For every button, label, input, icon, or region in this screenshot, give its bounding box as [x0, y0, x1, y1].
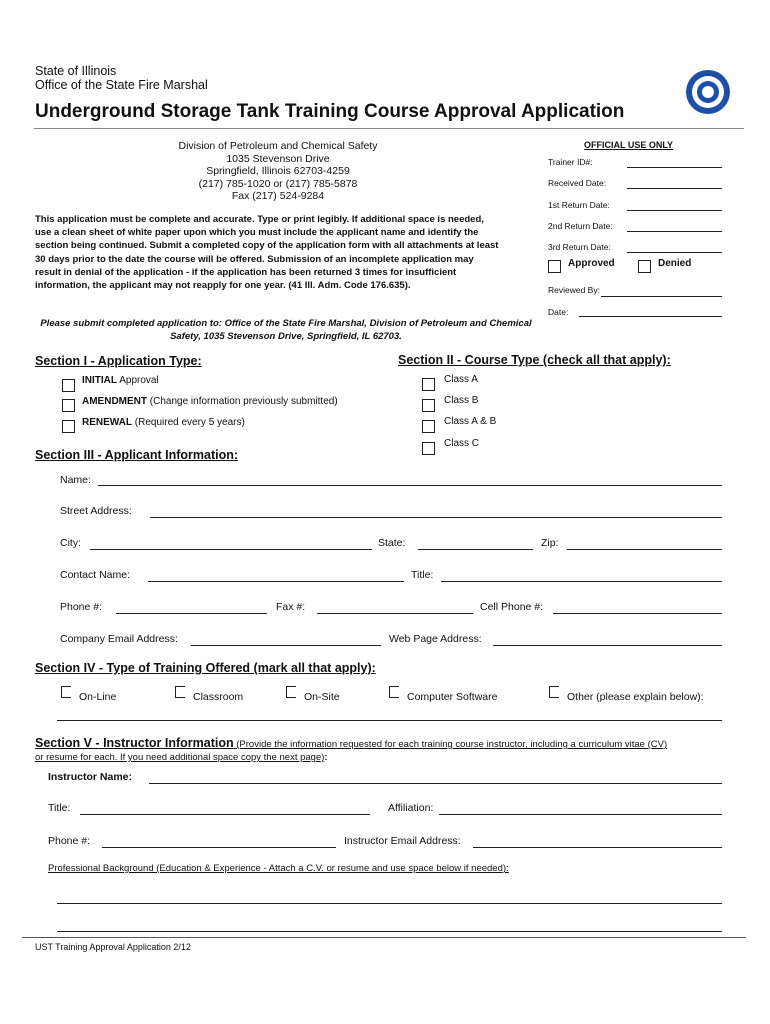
received-date-label: Received Date:: [548, 178, 607, 188]
class-b-label: Class B: [444, 395, 479, 406]
contact-name-label: Contact Name:: [60, 569, 131, 581]
state-label: State:: [378, 537, 406, 549]
fax-label: Fax #:: [276, 601, 306, 613]
division-fax: Fax (217) 524-9284: [231, 190, 325, 202]
class-ab-checkbox[interactable]: [422, 420, 435, 433]
section4-heading: Section IV - Type of Training Offered (mark all that apply):: [35, 661, 376, 675]
amendment-checkbox[interactable]: [62, 399, 75, 412]
company-email-field[interactable]: [191, 645, 381, 646]
trainer-id-line: [627, 167, 722, 168]
instructor-phone-label: Phone #:: [48, 835, 91, 847]
professional-background-label: Professional Background (Education & Experience - Attach a C.V. or resume and use space below if needed):: [48, 863, 509, 874]
return1-label: 1st Return Date:: [548, 200, 610, 210]
phone-label: Phone #:: [60, 601, 103, 613]
division-block: [148, 140, 408, 203]
division-street: 1035 Stevenson Drive: [226, 152, 330, 165]
received-date-line: [627, 188, 722, 189]
other-label: Other (please explain below):: [567, 691, 704, 703]
official-use-heading: OFFICIAL USE ONLY: [584, 140, 674, 150]
denied-label: Denied: [658, 258, 692, 269]
name-field[interactable]: [98, 485, 722, 486]
instructor-name-label: Instructor Name:: [48, 771, 133, 783]
zip-label: Zip:: [541, 537, 559, 549]
division-name: Division of Petroleum and Chemical Safety: [178, 140, 378, 152]
phone-field[interactable]: [116, 613, 267, 614]
city-label: City:: [60, 537, 81, 549]
title-rule: [34, 128, 744, 129]
return1-line: [627, 210, 722, 211]
official-date-label: Date:: [548, 307, 569, 317]
denied-checkbox[interactable]: [638, 260, 651, 273]
section5-heading: Section V - Instructor Information: [35, 736, 234, 750]
instructor-title-field[interactable]: [80, 814, 370, 815]
reviewed-by-label: Reviewed By:: [548, 285, 600, 295]
name-label: Name:: [60, 474, 91, 486]
submit-note: Please submit completed application to: Office of the State Fire Marshal, Division of Petroleum and Chemical Safety, 1035 Stevenson Drive, Springfield, IL 62703.: [40, 318, 532, 342]
street-field[interactable]: [150, 517, 722, 518]
onsite-label: On-Site: [304, 691, 340, 703]
class-b-checkbox[interactable]: [422, 399, 435, 412]
return2-label: 2nd Return Date:: [548, 221, 613, 231]
other-explain-field[interactable]: [57, 720, 722, 721]
class-ab-label: Class A & B: [444, 416, 497, 427]
return2-line: [627, 231, 722, 232]
web-page-label: Web Page Address:: [389, 633, 482, 645]
city-field[interactable]: [90, 549, 372, 550]
official-date-line: [579, 316, 722, 317]
zip-field[interactable]: [567, 549, 722, 550]
contact-title-field[interactable]: [441, 581, 722, 582]
section5-heading-row: [35, 736, 667, 750]
office-name: Office of the State Fire Marshal: [35, 78, 208, 92]
software-label: Computer Software: [407, 691, 498, 703]
section2-heading: Section II - Course Type (check all that apply):: [398, 353, 671, 367]
renewal-checkbox[interactable]: [62, 420, 75, 433]
affiliation-label: Affiliation:: [388, 802, 434, 814]
class-a-label: Class A: [444, 374, 478, 385]
onsite-checkbox[interactable]: [286, 686, 296, 698]
contact-name-field[interactable]: [148, 581, 404, 582]
cell-field[interactable]: [553, 613, 722, 614]
state-name: State of Illinois: [35, 64, 117, 78]
affiliation-field[interactable]: [439, 814, 722, 815]
footer-text: UST Training Approval Application 2/12: [35, 942, 191, 952]
instructor-title-label: Title:: [48, 802, 71, 814]
class-c-label: Class C: [444, 438, 480, 449]
footer-rule: [22, 937, 746, 938]
classroom-checkbox[interactable]: [175, 686, 185, 698]
class-a-checkbox[interactable]: [422, 378, 435, 391]
cell-label: Cell Phone #:: [480, 601, 544, 613]
contact-title-label: Title:: [411, 569, 434, 581]
approved-checkbox[interactable]: [548, 260, 561, 273]
initial-checkbox[interactable]: [62, 379, 75, 392]
instructor-phone-field[interactable]: [102, 847, 336, 848]
background-line-2[interactable]: [57, 931, 722, 932]
section3-heading: Section III - Applicant Information:: [35, 448, 239, 462]
instructor-email-field[interactable]: [473, 847, 722, 848]
background-line-1[interactable]: [57, 903, 722, 904]
section5-note2-row: or resume for each. If you need additional space copy the next page):: [35, 752, 328, 763]
instructions-paragraph: This application must be complete and accurate. Type or print legibly. If additional space is needed, use a clean sheet of white paper upon which you must include the applicant name and identify the section being continued. Submit a completed copy of the application form with all attachments at least 30 days prior to the date the course will be offered. Submission of an incomplete application may result in denial of the application - if the application has been returned 3 times for insufficient information, the applicant may not reapply for one year. (41 Ill. Adm. Code 176.635).: [35, 214, 499, 292]
section5-note2: or resume for each. If you need additional space copy the next page): [35, 752, 325, 763]
renewal-option: RENEWAL (Required every 5 years): [82, 417, 245, 428]
instructor-email-label: Instructor Email Address:: [344, 835, 461, 847]
trainer-id-label: Trainer ID#:: [548, 157, 593, 167]
division-city: Springfield, Illinois 62703-4259: [206, 165, 350, 177]
online-label: On-Line: [79, 691, 117, 703]
amendment-option: AMENDMENT (Change information previously submitted): [82, 396, 338, 407]
state-field[interactable]: [418, 549, 533, 550]
company-email-label: Company Email Address:: [60, 633, 178, 645]
osfm-seal-icon: [686, 70, 730, 114]
return3-line: [627, 252, 722, 253]
reviewed-by-line: [601, 296, 722, 297]
approved-label: Approved: [568, 258, 615, 269]
instructor-name-field[interactable]: [149, 783, 722, 784]
online-checkbox[interactable]: [61, 686, 71, 698]
street-label: Street Address:: [60, 505, 132, 517]
web-page-field[interactable]: [493, 645, 722, 646]
page-title: Underground Storage Tank Training Course Approval Application: [35, 101, 625, 122]
section1-heading: Section I - Application Type:: [35, 354, 202, 368]
class-c-checkbox[interactable]: [422, 442, 435, 455]
fax-field[interactable]: [317, 613, 473, 614]
return3-label: 3rd Return Date:: [548, 242, 611, 252]
software-checkbox[interactable]: [389, 686, 399, 698]
division-phone: (217) 785-1020 or (217) 785-5878: [198, 177, 358, 190]
initial-option: INITIAL Approval: [82, 375, 159, 386]
other-checkbox[interactable]: [549, 686, 559, 698]
section5-note1: (Provide the information requested for each training course instructor, including a curriculum vitae (CV): [233, 739, 668, 750]
classroom-label: Classroom: [193, 691, 244, 703]
